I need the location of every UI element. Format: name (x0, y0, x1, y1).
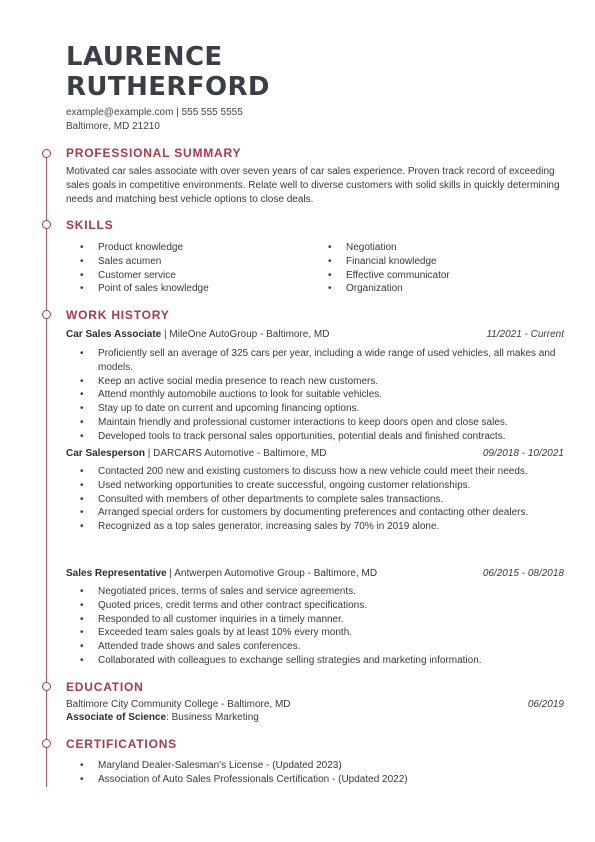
job-company: | DARCARS Automotive - Baltimore, MD (144, 448, 327, 459)
skills-list-left (66, 241, 306, 296)
timeline-dot-summary (42, 149, 51, 158)
skill-item: • Point of sales knowledge (66, 282, 306, 296)
list-item: • Proficiently sell an average of 325 cars per year, including a wide range of used vehicles, all makes and models. (66, 347, 566, 375)
skill-item: • Product knowledge (66, 241, 306, 255)
last-name: RUTHERFORD (66, 72, 270, 102)
list-item: • Recognized as a top sales generator, increasing sales by 70% in 2019 alone. (66, 520, 566, 534)
job-dates: 09/2018 - 10/2021 (482, 448, 564, 459)
certifications-heading: CERTIFICATIONS (66, 737, 177, 751)
list-item: • Exceeded team sales goals by at least 10% every month. (66, 626, 566, 640)
timeline-dot-work (42, 310, 51, 319)
list-item: • Attended trade shows and sales conferences. (66, 640, 566, 654)
list-item: • Developed tools to track personal sales opportunities, potential deals and finished contracts. (66, 430, 566, 444)
summary-heading: PROFESSIONAL SUMMARY (66, 146, 242, 160)
skill-item: • Organization (314, 282, 554, 296)
candidate-name (66, 42, 270, 102)
list-item: • Association of Auto Sales Professionals Certification - (Updated 2022) (66, 773, 566, 787)
skill-item: • Customer service (66, 269, 306, 283)
list-item: • Responded to all customer inquiries in a timely manner. (66, 613, 566, 627)
list-item: • Consulted with members of other departments to complete sales transactions. (66, 493, 566, 507)
list-item: • Attend monthly automobile auctions to look for suitable vehicles. (66, 388, 566, 402)
job-header (66, 567, 564, 580)
list-item: • Used networking opportunities to create successful, ongoing customer relationships. (66, 479, 566, 493)
job-company: | Antwerpen Automotive Group - Baltimore, MD (166, 568, 378, 579)
timeline-line (46, 152, 47, 787)
skills-list-right (314, 241, 554, 296)
certifications-list (66, 759, 566, 787)
education-degree-row (66, 711, 564, 724)
timeline-dot-education (42, 682, 51, 691)
job-bullets (66, 465, 566, 534)
job-title: Sales Representative (66, 568, 167, 579)
education-school: Baltimore City Community College - Baltimore, MD (66, 699, 291, 710)
work-heading: WORK HISTORY (66, 308, 170, 322)
education-school-row (66, 698, 564, 711)
summary-text: Motivated car sales associate with over seven years of car sales experience. Proven track record of exceeding sales goals in competitive environments. Relate well to diverse customers with solid skills in quickly determining needs and matching best vehicle options to close deals. (66, 166, 560, 205)
skill-item: • Negotiation (314, 241, 554, 255)
list-item: • Negotiated prices, terms of sales and service agreements. (66, 585, 566, 599)
job-dates: 11/2021 - Current (486, 329, 564, 340)
education-field: : Business Marketing (166, 712, 259, 723)
list-item: • Quoted prices, credit terms and other contract specifications. (66, 599, 566, 613)
education-degree: Associate of Science (66, 712, 167, 723)
skill-item: • Financial knowledge (314, 255, 554, 269)
job-header (66, 447, 564, 460)
email[interactable]: example@example.com (66, 107, 174, 118)
job-bullets (66, 585, 566, 668)
skill-item: • Effective communicator (314, 269, 554, 283)
skill-item: • Sales acumen (66, 255, 306, 269)
job-bullets (66, 347, 566, 444)
education-heading: EDUCATION (66, 680, 144, 694)
job-header (66, 328, 564, 341)
skills-heading: SKILLS (66, 218, 114, 232)
job-company: | MileOne AutoGroup - Baltimore, MD (161, 329, 330, 340)
job-title: Car Sales Associate (66, 329, 162, 340)
list-item: • Maintain friendly and professional customer interactions to keep doors open and close sales. (66, 416, 566, 430)
list-item: • Contacted 200 new and existing customers to discuss how a new vehicle could meet their needs. (66, 465, 566, 479)
timeline-dot-certifications (42, 739, 51, 748)
job-dates: 06/2015 - 08/2018 (482, 568, 564, 579)
list-item: • Arranged special orders for customers by documenting preferences and contacting other dealers. (66, 506, 566, 520)
list-item: • Maryland Dealer-Salesman's License - (Updated 2023) (66, 759, 566, 773)
timeline-dot-skills (42, 220, 51, 229)
contact-info (66, 106, 243, 134)
job-title: Car Salesperson (66, 448, 145, 459)
phone: 555 555 5555 (181, 107, 243, 118)
location: Baltimore, MD 21210 (66, 121, 160, 132)
list-item: • Keep an active social media presence to reach new customers. (66, 375, 566, 389)
list-item: • Stay up to date on current and upcoming financing options. (66, 402, 566, 416)
first-name: LAURENCE (66, 42, 223, 72)
list-item: • Collaborated with colleagues to exchange selling strategies and marketing information. (66, 654, 566, 668)
contact-separator: | (173, 107, 182, 118)
education-date: 06/2019 (527, 699, 564, 710)
